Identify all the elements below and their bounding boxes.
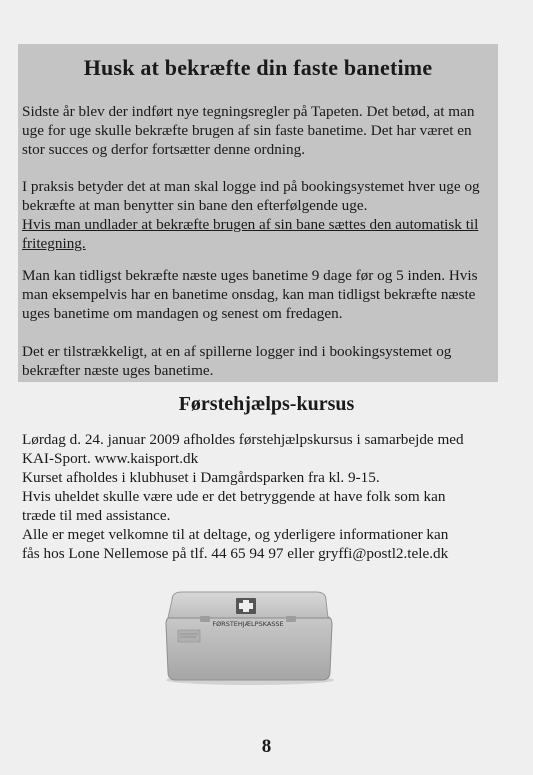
first-aid-line: fås hos Lone Nellemose på tlf. 44 65 94 97 eller gryffi@postl2.tele.dk [22, 545, 449, 562]
page-number: 8 [261, 736, 272, 757]
first-aid-line: KAI-Sport. www.kaisport.dk [22, 450, 199, 467]
first-aid-line: Lørdag d. 24. januar 2009 afholdes førstehjælpskursus i samarbejde med [22, 431, 464, 448]
notice-title: Husk at bekræfte din faste banetime [83, 55, 433, 80]
first-aid-kit-image [160, 586, 336, 686]
first-aid-body [22, 430, 502, 563]
notice-paragraph-2-main: I praksis betyder det at man skal logge ind på bookingsystemet hver uge og bekræfte at man benytter sin bane den efterfølgende uge. [22, 178, 480, 214]
notice-paragraph-2-underlined: Hvis man undlader at bekræfte brugen af sin bane sættes den automatisk til fritegning. [22, 216, 479, 252]
notice-paragraph-1: Sidste år blev der indført nye tegningsregler på Tapeten. Det betød, at man uge for uge skulle bekræfte brugen af sin faste banetime. Det har været en stor succes og derfor fortsætter denne ordning. [22, 103, 475, 158]
first-aid-title: Førstehjælps-kursus [178, 393, 355, 415]
first-aid-line: Kurset afholdes i klubhuset i Damgårdsparken fra kl. 9-15. [22, 469, 380, 486]
notice-box [18, 44, 498, 382]
kit-label: FØRSTEHJÆLPSKASSE [212, 620, 284, 628]
notice-paragraph-2 [22, 177, 497, 253]
first-aid-line: Hvis uheldet skulle være ude er det betryggende at have folk som kan [22, 488, 446, 505]
first-aid-line: træde til med assistance. [22, 507, 171, 524]
notice-paragraph-4: Det er tilstrækkeligt, at en af spillerne logger ind i bookingsystemet og bekræfter næste uges banetime. [22, 343, 452, 379]
notice-paragraph-3: Man kan tidligst bekræfte næste uges banetime 9 dage før og 5 inden. Hvis man eksempelvis har en banetime onsdag, kan man tidligst bekræfte næste uges banetime om mandagen og senest om fredagen. [22, 267, 478, 322]
first-aid-line: Alle er meget velkomne til at deltage, og yderligere informationer kan [22, 526, 449, 543]
